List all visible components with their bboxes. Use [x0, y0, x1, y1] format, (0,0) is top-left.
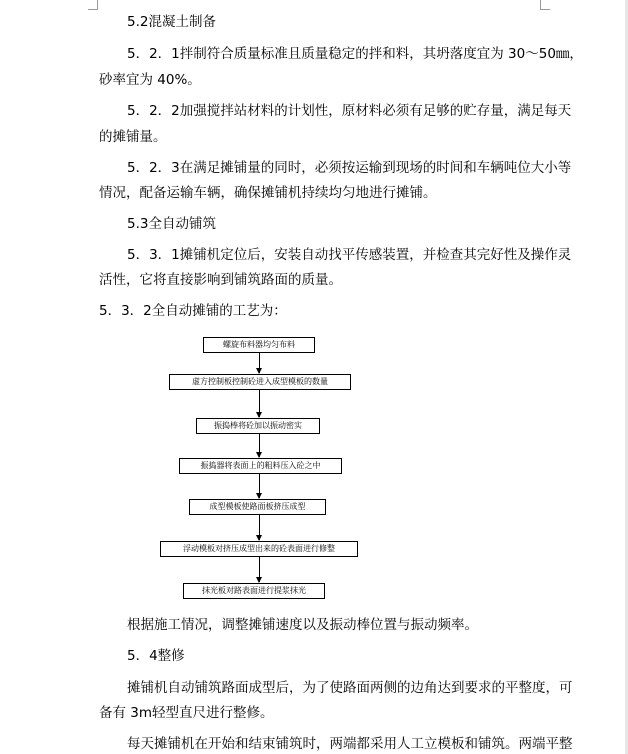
- heading-5-2: 5.2混凝土制备: [127, 14, 216, 30]
- paragraph-5-4-line-3: 每天摊铺机在开始和结束铺筑时，两端都采用人工立模板和铺筑。两端平整: [127, 736, 573, 752]
- heading-5-3: 5.3全自动铺筑: [127, 216, 216, 232]
- page-corner-mark-left: [88, 0, 98, 10]
- paragraph-adjust: 根据施工情况，调整摊铺速度以及振动棒位置与振动频率。: [127, 617, 478, 633]
- flow-arrow-4: [259, 474, 260, 498]
- paragraph-5-3-1-line-2: 活性，它将直接影响到铺筑路面的质量。: [99, 272, 342, 288]
- flow-arrow-5: [259, 515, 260, 540]
- paragraph-5-2-3-line-1: 5．2．3在满足摊铺量的同时，必须按运输到现场的时间和车辆吨位大小等: [127, 160, 572, 176]
- flow-arrow-2: [259, 390, 260, 417]
- flow-arrow-1: [259, 353, 260, 373]
- paragraph-5-3-2: 5．3．2全自动摊铺的工艺为：: [99, 303, 287, 319]
- flow-arrow-6: [259, 557, 260, 582]
- page-corner-mark-right: [540, 0, 550, 10]
- paving-process-flowchart: [150, 325, 380, 610]
- flow-step-7: 抹光板对路表面进行提浆抹光: [183, 583, 325, 599]
- paragraph-5-3-1-line-1: 5．3．1摊铺机定位后，安装自动找平传感装置，并检查其完好性及操作灵: [127, 247, 572, 263]
- flow-step-2: 虚方控制板控制砼进入成型模板的数量: [169, 374, 351, 390]
- paragraph-5-2-1-line-1: 5．2．1拌制符合质量标准且质量稳定的拌和料，其坍落度宜为 30～50㎜，: [127, 46, 583, 62]
- paragraph-5-4-line-1: 摊铺机自动铺筑路面成型后，为了使路面两侧的边角达到要求的平整度，可: [127, 680, 573, 696]
- paragraph-5-2-3-line-2: 情况，配备运输车辆，确保摊铺机持续均匀地进行摊铺。: [99, 185, 437, 201]
- flow-step-1: 螺旋布料器均匀布料: [203, 337, 315, 353]
- paragraph-5-2-2-line-1: 5．2．2加强搅拌站材料的计划性，原材料必须有足够的贮存量，满足每天: [127, 103, 572, 119]
- flow-arrow-3: [259, 434, 260, 457]
- paragraph-5-2-2-line-2: 的摊铺量。: [99, 129, 167, 145]
- flow-step-6: 浮动模板对挤压成型出来的砼表面进行修整: [160, 541, 358, 557]
- flow-step-3: 振捣棒将砼加以振动密实: [196, 418, 320, 434]
- flow-step-5: 成型模板使路面板挤压成型: [189, 499, 326, 515]
- paragraph-5-4-line-2: 备有 3m轻型直尺进行整修。: [99, 705, 274, 721]
- flow-step-4: 振捣器将表面上的粗料压入砼之中: [179, 458, 342, 474]
- heading-5-4: 5．4整修: [127, 648, 185, 664]
- paragraph-5-2-1-line-2: 砂率宜为 40%。: [99, 72, 201, 88]
